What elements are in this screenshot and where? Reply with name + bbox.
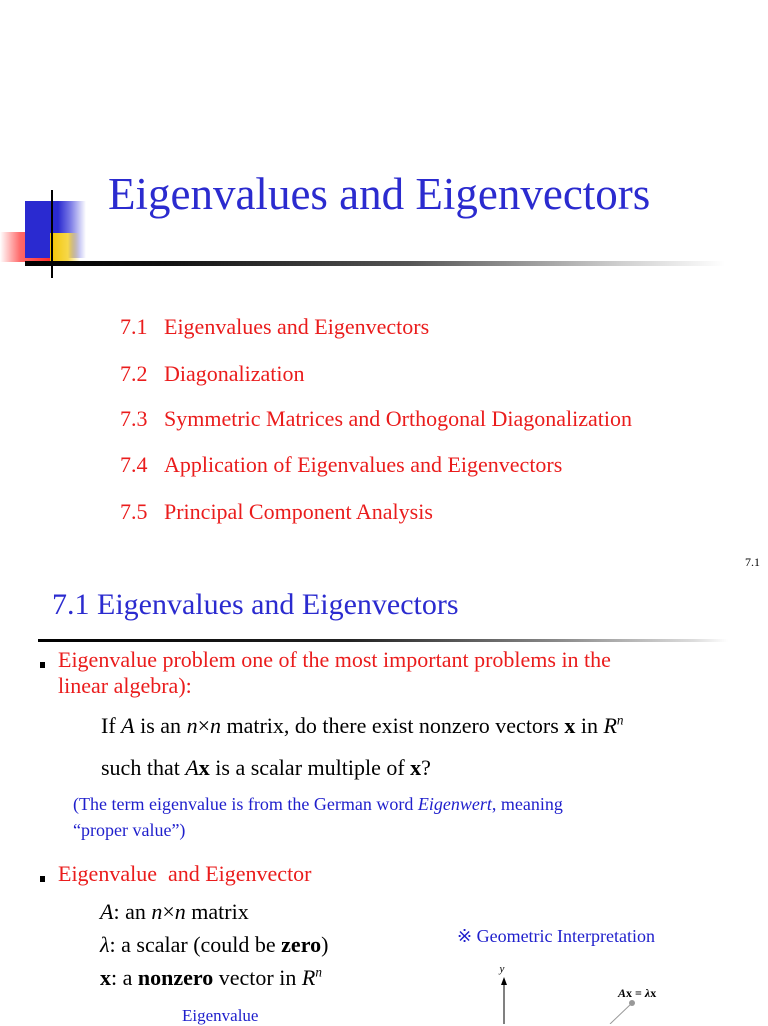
toc-item-label: Diagonalization (164, 361, 305, 386)
slide-title: Eigenvalues and Eigenvectors (108, 169, 651, 219)
emphasis: nonzero (137, 965, 214, 990)
question-line-2 (101, 755, 431, 781)
matrix-symbol: A (100, 899, 114, 924)
toc-item-label: Symmetric Matrices and Orthogonal Diagonalization (164, 406, 632, 431)
text: matrix (185, 899, 249, 924)
times-symbol: × (162, 899, 175, 924)
dimension-symbol: n (174, 899, 186, 924)
equation-part: A (618, 986, 627, 1000)
eigenvalue-label: Eigenvalue (182, 1006, 259, 1025)
toc-item-number: 7.4 (120, 452, 148, 477)
bullet-text-eigenvalue-problem (58, 647, 738, 699)
matrix-symbol: A (185, 755, 199, 780)
title-decoration-yellow-block (50, 233, 80, 261)
text: : a scalar (could be (109, 932, 282, 957)
toc-item (120, 452, 562, 478)
vector-ax-tip (629, 1000, 635, 1006)
toc-item-number: 7.2 (120, 361, 148, 386)
note-line: “proper value”) (73, 820, 186, 840)
y-axis-arrow (501, 977, 507, 985)
text: : an (113, 899, 152, 924)
equation-part: x (626, 986, 633, 1000)
space-symbol: R (603, 713, 617, 738)
dimension-symbol: n (209, 713, 221, 738)
note-line (73, 791, 713, 817)
space-exponent: n (315, 964, 322, 980)
text: ) (321, 932, 329, 957)
matrix-symbol: A (121, 713, 135, 738)
vector-ax-line (610, 1003, 632, 1024)
y-axis-label: y (499, 963, 505, 975)
equation-part: = (632, 986, 645, 1000)
bullet-marker (40, 876, 45, 882)
page-number: 7.1 (745, 555, 760, 569)
text: in (575, 713, 604, 738)
vector-symbol: x (410, 755, 422, 780)
eigenwert-note (73, 791, 713, 843)
dimension-symbol: n (151, 899, 163, 924)
vector-symbol: x (564, 713, 576, 738)
text: (The term eigenvalue is from the German word (73, 794, 418, 814)
text: , meaning (491, 794, 563, 814)
geometric-diagram (480, 955, 740, 1024)
toc-item-label: Principal Component Analysis (164, 499, 433, 524)
toc-item (120, 361, 305, 387)
text: matrix, do there exist nonzero vectors (220, 713, 565, 738)
geometric-interpretation-label: ※ Geometric Interpretation (457, 926, 655, 946)
lambda-symbol: λ (100, 932, 110, 957)
bullet-marker (40, 662, 45, 668)
toc-item-label: Application of Eigenvalues and Eigenvectors (164, 452, 563, 477)
text: ? (421, 755, 431, 780)
toc-item-number: 7.3 (120, 406, 148, 431)
equation-part: λ (644, 986, 651, 1000)
section-title-underline (38, 639, 728, 642)
toc-item-number: 7.5 (120, 499, 148, 524)
toc-item (120, 406, 632, 432)
text: such that (101, 755, 186, 780)
bullet-text-line: Eigenvalue problem one of the most important problems in the (58, 647, 611, 672)
definition-x (100, 965, 322, 991)
definition-A (100, 899, 249, 925)
toc-item-label: Eigenvalues and Eigenvectors (164, 314, 430, 339)
definition-lambda (100, 932, 328, 958)
vector-symbol: x (198, 755, 210, 780)
title-underline (25, 261, 725, 266)
vector-symbol: x (100, 965, 111, 990)
emphasis: zero (281, 932, 322, 957)
toc-item-number: 7.1 (120, 314, 148, 339)
text: : a (111, 965, 138, 990)
text: is a scalar multiple of (209, 755, 411, 780)
question-line-1 (101, 713, 624, 739)
toc-item (120, 499, 433, 525)
times-symbol: × (197, 713, 210, 738)
space-symbol: R (301, 965, 316, 990)
equation-part: x (650, 986, 657, 1000)
text: vector in (213, 965, 302, 990)
dimension-symbol: n (186, 713, 198, 738)
german-term: Eigenwert (417, 794, 492, 814)
toc-item (120, 314, 429, 340)
equation-ax-lambda-x (617, 986, 656, 1000)
bullet-text-eigenvalue-eigenvector: Eigenvalue and Eigenvector (58, 861, 312, 886)
bullet-text-line: linear algebra): (58, 673, 192, 698)
space-exponent: n (616, 712, 624, 728)
section-title: 7.1 Eigenvalues and Eigenvectors (52, 588, 459, 621)
text: is an (134, 713, 187, 738)
text: If (101, 713, 122, 738)
